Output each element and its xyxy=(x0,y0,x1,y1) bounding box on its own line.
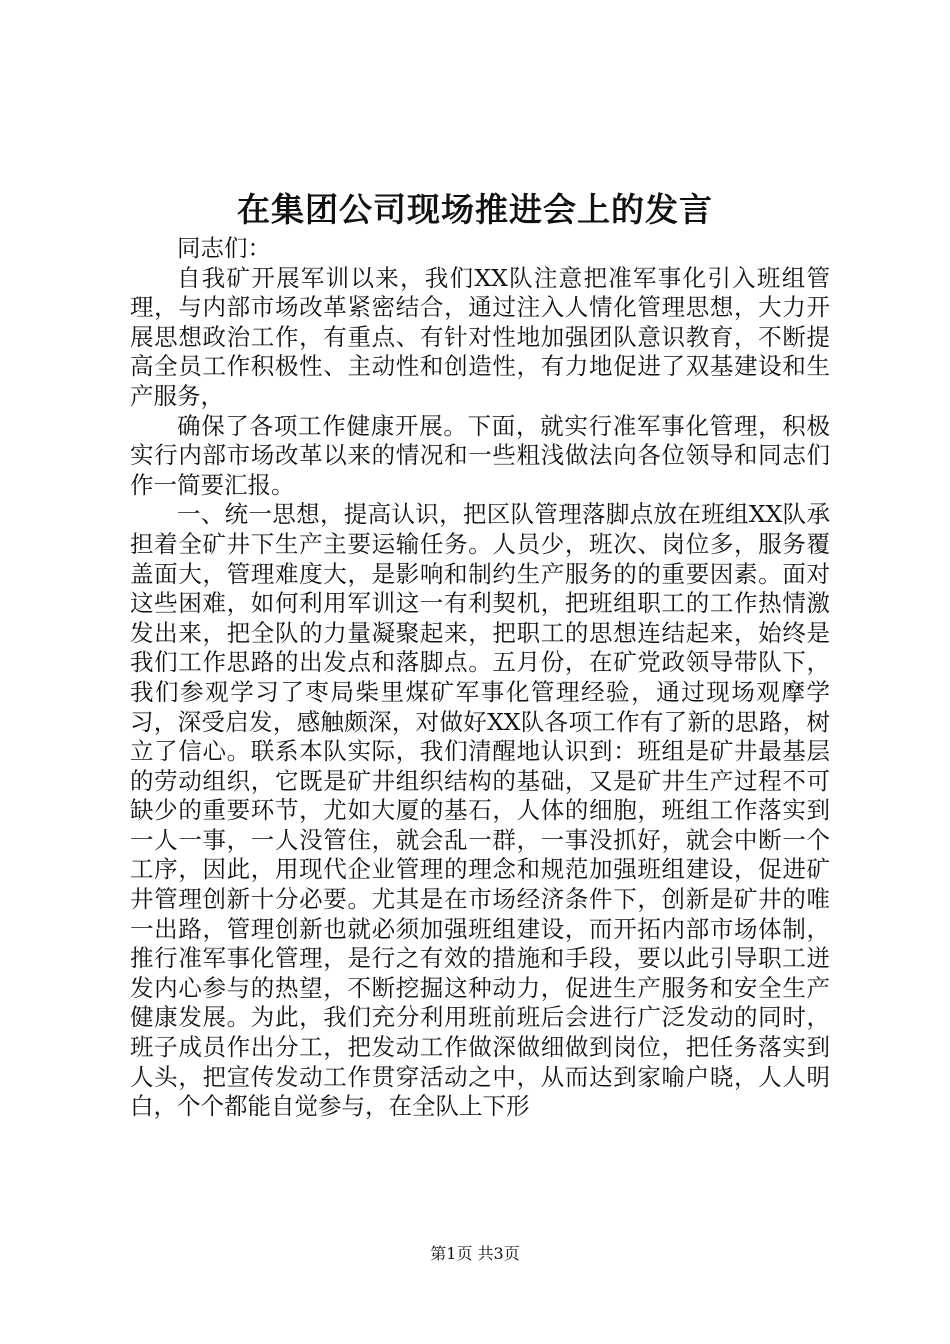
paragraph-1: 自我矿开展军训以来，我们XX队注意把准军事化引入班组管理，与内部市场改革紧密结合，通过注入人情化管理思想，大力开展思想政治工作，有重点、有针对性地加强团队意识教育，不断提高全员工作积极性、主动性和创造性，有力地促进了双基建设和生产服务， xyxy=(130,263,830,410)
document-title: 在集团公司现场推进会上的发言 xyxy=(237,190,713,229)
paragraph-2: 确保了各项工作健康开展。下面，就实行准军事化管理，积极实行内部市场改革以来的情况和一些粗浅做法向各位领导和同志们作一简要汇报。 xyxy=(130,411,830,499)
document-body xyxy=(130,234,830,1122)
paragraph-3: 一、统一思想，提高认识，把区队管理落脚点放在班组XX队承担着全矿井下生产主要运输任务。人员少，班次、岗位多，服务覆盖面大，管理难度大，是影响和制约生产服务的的重要因素。面对这些困难，如何利用军训这一有利契机，把班组职工的工作热情激发出来，把全队的力量凝聚起来，把职工的思想连结起来，始终是我们工作思路的出发点和落脚点。五月份，在矿党政领导带队下，我们参观学习了枣局柴里煤矿军事化管理经验，通过现场观摩学习，深受启发，感触颇深，对做好XX队各项工作有了新的思路，树立了信心。联系本队实际，我们清醒地认识到：班组是矿井最基层的劳动组织，它既是矿井组织结构的基础，又是矿井生产过程不可缺少的重要环节，尤如大厦的基石，人体的细胞，班组工作落实到一人一事，一人没管住，就会乱一群，一事没抓好，就会中断一个工序，因此，用现代企业管理的理念和规范加强班组建设，促进矿井管理创新十分必要。尤其是在市场经济条件下，创新是矿井的唯一出路，管理创新也就必须加强班组建设，而开拓内部市场体制，推行准军事化管理，是行之有效的措施和手段，要以此引导职工迸发内心参与的热望，不断挖掘这种动力，促进生产服务和安全生产健康发展。为此，我们充分利用班前班后会进行广泛发动的同时，班子成员作出分工，把发动工作做深做细做到岗位，把任务落实到人头，把宣传发动工作贯穿活动之中，从而达到家喻户晓，人人明白，个个都能自觉参与，在全队上下形 xyxy=(130,500,830,1121)
page-number-footer: 第1页 共3页 xyxy=(430,1244,520,1263)
greeting: 同志们： xyxy=(177,234,271,262)
